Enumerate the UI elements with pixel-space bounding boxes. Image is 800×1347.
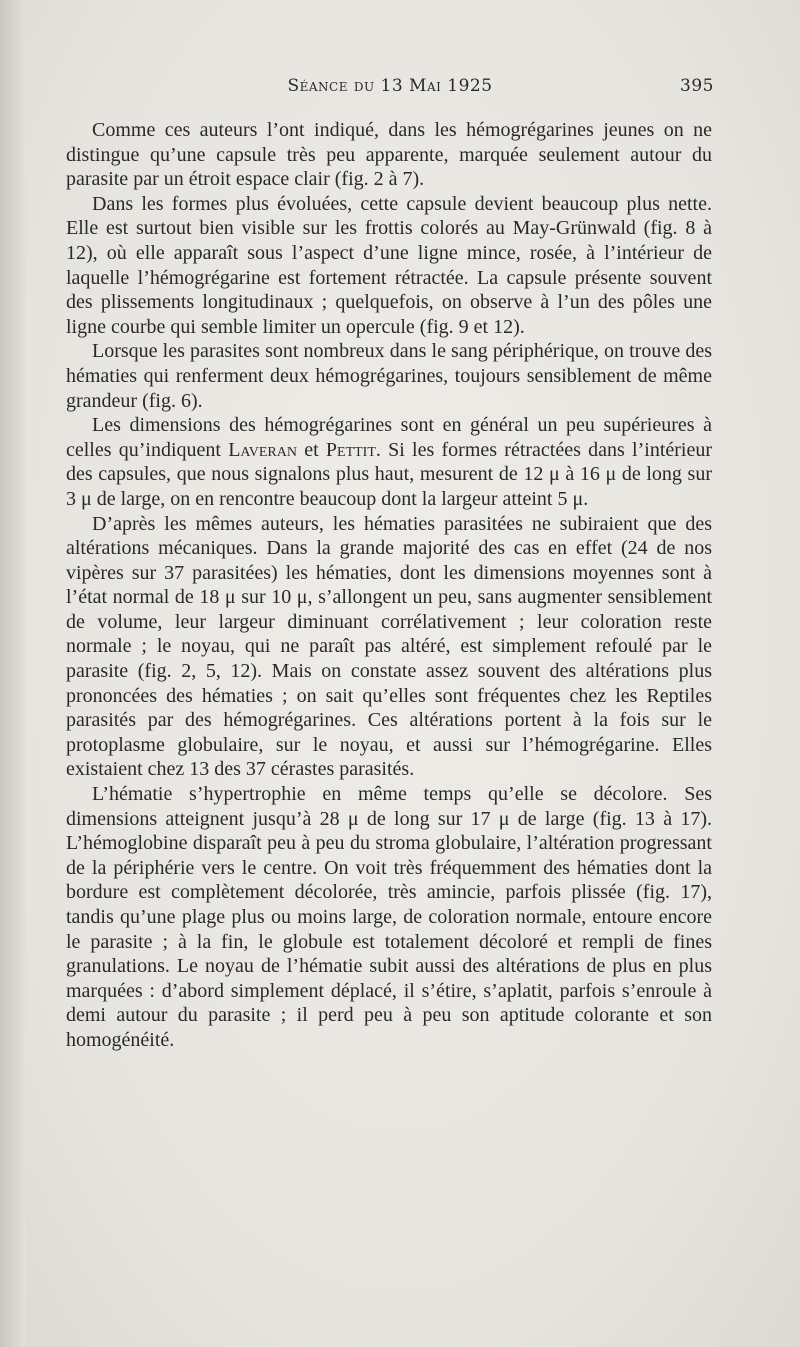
paragraph-text: Comme ces auteurs l’ont indiqué, dans les hémogrégarines jeunes on ne distingue qu’une capsule très peu apparente, marquée seulement autour du parasite par un étroit espace clair (fig. 2 à 7). — [66, 119, 712, 191]
header-title: Séance du 13 Mai 1925 — [287, 76, 493, 96]
paragraph-text: D’après les mêmes auteurs, les hématies parasitées ne subiraient que des altérations mécaniques. Dans la grande majorité des cas en effet (24 de nos vipères sur 37 parasitées) les hématies, dont les dimensions moyennes sont à l’état normal de 18 μ sur 10 μ, s’allongent un peu, sans augmenter sensiblement de volume, leur largeur diminuant corrélativement ; leur coloration reste normale ; le noyau, qui ne paraît pas altéré, est simplement refoulé par le parasite (fig. 2, 5, 12). Mais on constate assez souvent des altérations plus prononcées des hématies ; on sait qu’elles sont fréquentes chez les Reptiles parasités par des hémogrégarines. Ces altérations portent à la fois sur le protoplasme globulaire, sur le noyau, et aussi sur l’hémogrégarine. Elles existaient chez 13 des 37 cérastes parasités. — [66, 512, 712, 781]
body-text — [66, 118, 712, 1053]
paragraph-text: Les dimensions des hémogrégarines sont en général un peu supérieures à celles qu’indiquent — [66, 414, 712, 461]
paragraph-text: Dans les formes plus évoluées, cette capsule devient beaucoup plus nette. Elle est surtout bien visible sur les frottis colorés au May-Grünwald (fig. 8 à 12), où elle apparaît sous l’aspect d’une ligne mince, rosée, à l’intérieur de laquelle l’hémogrégarine est fortement rétractée. La capsule présente souvent des plissements longitudinaux ; quelquefois, on observe à l’un des pôles une ligne courbe qui semble limiter un opercule (fig. 9 et 12). — [66, 192, 712, 338]
paragraph — [66, 413, 712, 511]
binding-gutter — [0, 0, 26, 1347]
paragraph-text: L’hématie s’hypertrophie en même temps qu’elle se décolore. Ses dimensions atteignent jusqu’à 28 μ de long sur 17 μ de large (fig. 13 à 17). L’hémoglobine disparaît peu à peu du stroma globulaire, l’altération progressant de la périphérie vers le centre. On voit très fréquemment des hématies dont la bordure est complètement décolorée, très amincie, parfois plissée (fig. 17), tandis qu’une plage plus ou moins large, de coloration normale, entoure encore le parasite ; à la fin, le globule est totalement décoloré et rempli de fines granulations. Le noyau de l’hématie subit aussi des altérations de plus en plus marquées : d’abord simplement déplacé, il s’étire, s’aplatit, parfois s’enroule à demi autour du parasite ; il perd peu à peu son aptitude colorante et son homogénéité. — [66, 783, 712, 1051]
paragraph — [66, 782, 712, 1053]
author-name: Laveran — [228, 438, 297, 461]
paragraph — [66, 118, 712, 192]
paragraph — [66, 339, 712, 413]
paragraph-text: . Si les formes rétractées dans l’intérieur des capsules, que nous signalons plus haut, mesurent de 12 μ à 16 μ de long sur 3 μ de large, on en rencontre beaucoup dont la largeur atteint 5 μ. — [66, 438, 712, 510]
author-name: Pettit — [325, 438, 376, 461]
page-number: 395 — [680, 76, 714, 96]
paragraph-text: Lorsque les parasites sont nombreux dans le sang périphérique, on trouve des hématies qui renferment deux hémogrégarines, toujours sensiblement de même grandeur (fig. 6). — [66, 340, 712, 412]
paragraph-text: et — [296, 438, 326, 461]
paragraph — [66, 512, 712, 783]
paragraph — [66, 192, 712, 340]
running-header — [66, 76, 714, 102]
